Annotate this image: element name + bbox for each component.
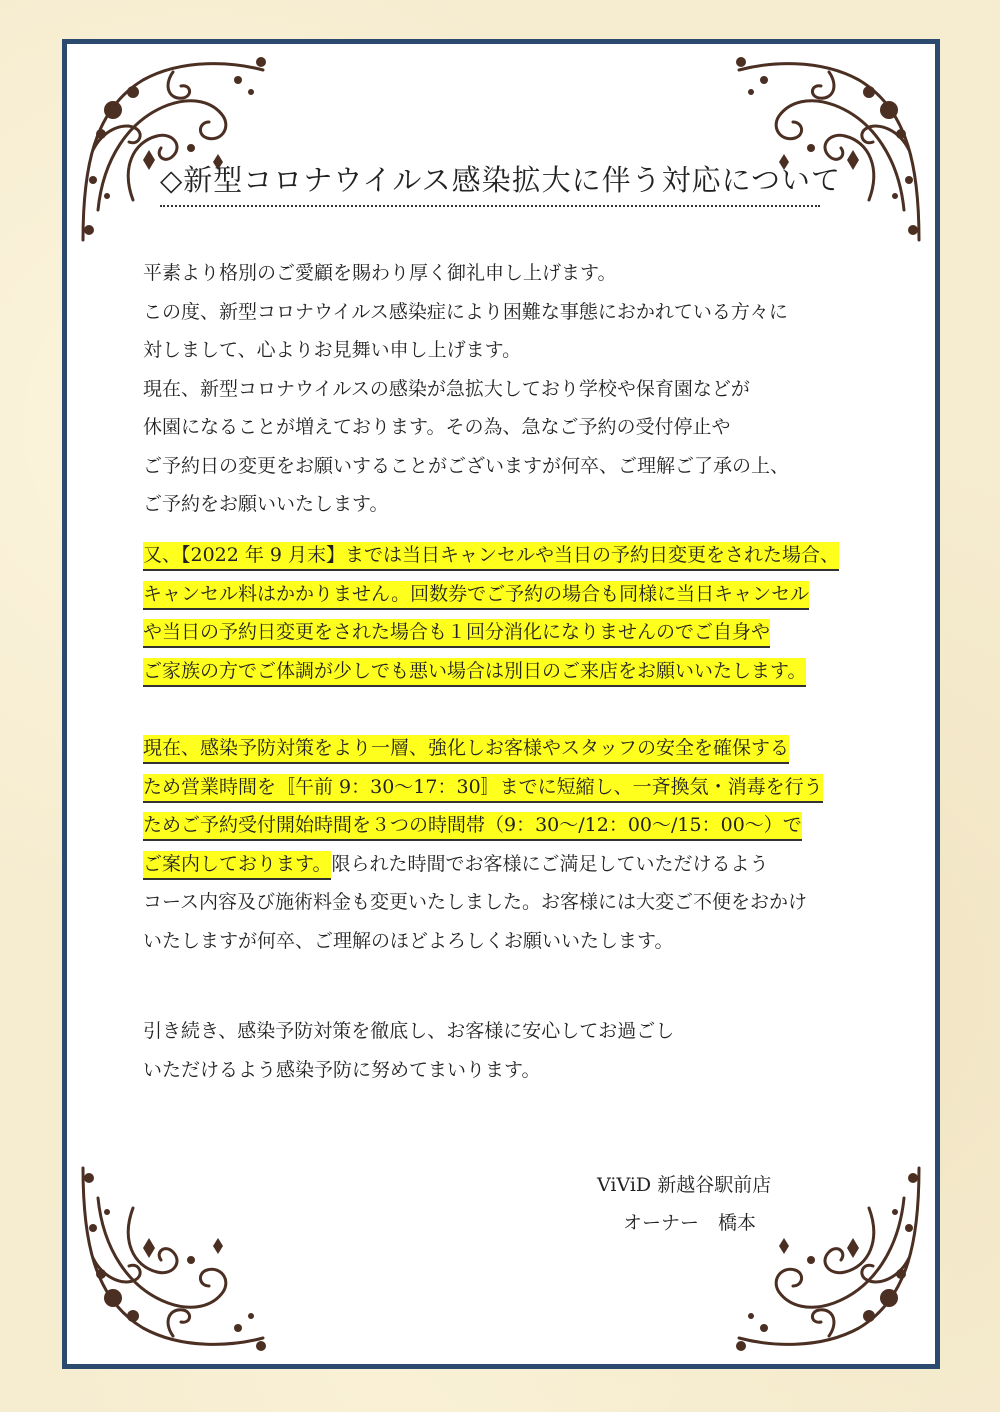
paragraph-line: この度、新型コロナウイルス感染症により困難な事態におかれている方々に — [143, 300, 788, 323]
page-title: ◇新型コロナウイルス感染拡大に伴う対応について — [160, 158, 820, 207]
paragraph-line: いたしますが何卒、ご理解のほどよろしくお願いいたします。 — [143, 929, 674, 952]
corner-flourish-icon — [73, 1158, 273, 1358]
cancellation-paragraph — [143, 536, 903, 690]
highlighted-line: 又、【2022 年 9 月末】までは当日キャンセルや当日の予約日変更をされた場合、 — [143, 542, 839, 571]
signature — [597, 1166, 771, 1242]
paragraph-line: 引き続き、感染予防対策を徹底し、お客様に安心してお過ごし — [143, 1020, 675, 1042]
highlighted-line: ため営業時間を〚午前 9：30〜17：30〛までに短縮し、一斉換気・消毒を行う — [143, 774, 823, 803]
owner-name: オーナー 橋本 — [623, 1212, 757, 1234]
paragraph-line: ご予約日の変更をお願いすることがございますが何卒、ご理解ご了承の上、 — [143, 454, 790, 477]
highlighted-line: キャンセル料はかかりません。回数券でご予約の場合も同様に当日キャンセル — [143, 581, 809, 610]
paragraph-line: 対しまして、心よりお見舞い申し上げます。 — [143, 339, 522, 361]
paragraph-line: ご予約をお願いいたします。 — [143, 493, 389, 515]
highlighted-line: ためご予約受付開始時間を３つの時間帯（9：30〜/12：00〜/15：00〜）で — [143, 812, 802, 841]
highlighted-line: や当日の予約日変更をされた場合も１回分消化になりませんのでご自身や — [143, 619, 770, 648]
paragraph-line: コース内容及び施術料金も変更いたしました。お客様には大変ご不便をおかけ — [143, 891, 808, 913]
closing-paragraph — [143, 1012, 903, 1089]
business-hours-paragraph — [143, 729, 903, 960]
paragraph-line: いただけるよう感染予防に努めてまいります。 — [143, 1058, 541, 1081]
highlighted-line: 現在、感染予防対策をより一層、強化しお客様やスタッフの安全を確保する — [143, 735, 789, 764]
highlighted-line: ご家族の方でご体調が少しでも悪い場合は別日のご来店をお願いいたします。 — [143, 658, 806, 687]
corner-flourish-icon — [729, 50, 929, 250]
paragraph-line: 限られた時間でお客様にご満足していただけるよう — [331, 852, 769, 875]
greeting-paragraph — [143, 254, 903, 524]
notice-frame — [62, 39, 940, 1369]
corner-flourish-icon — [73, 50, 273, 250]
paragraph-line: 現在、新型コロナウイルスの感染が急拡大しており学校や保育園などが — [143, 377, 750, 400]
paragraph-line: 休園になることが増えております。その為、急なご予約の受付停止や — [143, 416, 731, 438]
paragraph-line: 平素より格別のご愛顧を賜わり厚く御礼申し上げます。 — [143, 262, 617, 284]
store-name: ViViD 新越谷駅前店 — [597, 1174, 772, 1196]
highlighted-line: ご案内しております。 — [143, 851, 331, 880]
